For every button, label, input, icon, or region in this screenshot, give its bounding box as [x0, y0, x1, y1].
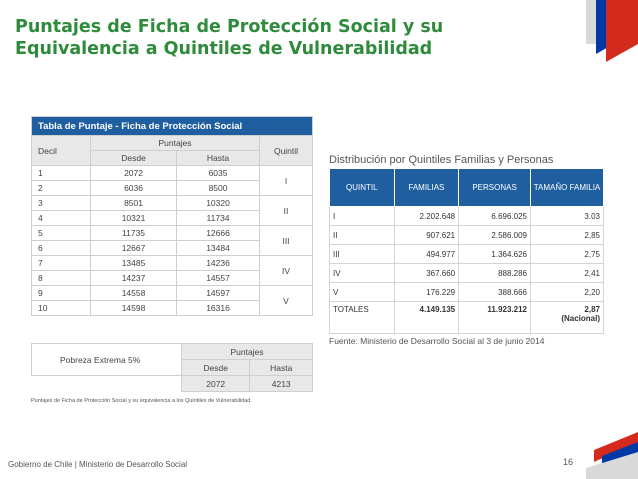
col-tamano-familia: TAMAÑO FAMILIA — [531, 169, 604, 207]
cell-familias: 176.229 — [394, 283, 458, 302]
score-table-header: Tabla de Puntaje - Ficha de Protección Social — [32, 117, 313, 136]
cell-decil: 1 — [32, 166, 91, 181]
total-tamano-value: 2,87 — [584, 305, 600, 314]
cell-total-familias: 4.149.135 — [394, 302, 458, 334]
col-quintil: QUINTIL — [330, 169, 395, 207]
poverty-label: Pobreza Extrema 5% — [32, 344, 182, 376]
col-quintil: Quintil — [260, 136, 313, 166]
table-row — [32, 256, 313, 271]
page-number: 16 — [563, 457, 574, 467]
cell-decil: 3 — [32, 196, 91, 211]
cell-desde: 12667 — [91, 241, 177, 256]
cell-desde: 13485 — [91, 256, 177, 271]
cell-personas: 2.586.009 — [459, 226, 531, 245]
cell-quintil: V — [260, 286, 313, 316]
cell-quintil: IV — [260, 256, 313, 286]
table-row — [330, 264, 604, 283]
poverty-col-puntajes: Puntajes — [182, 344, 313, 360]
slide-title: Puntajes de Ficha de Protección Social y su Equivalencia a Quintiles de Vulnerabilidad — [15, 17, 444, 59]
cell-decil: 8 — [32, 271, 91, 286]
cell-desde: 10321 — [91, 211, 177, 226]
cell-desde: 14237 — [91, 271, 177, 286]
cell-decil: 6 — [32, 241, 91, 256]
table-row — [32, 196, 313, 211]
totals-row — [330, 302, 604, 334]
footer-text: Gobierno de Chile | Ministerio de Desarrollo Social — [8, 460, 188, 469]
cell-decil: 7 — [32, 256, 91, 271]
cell-familias: 907.621 — [394, 226, 458, 245]
cell-desde: 2072 — [91, 166, 177, 181]
table-row — [330, 207, 604, 226]
cell-familias: 494.977 — [394, 245, 458, 264]
total-tamano-note: (Nacional) — [561, 314, 600, 323]
cell-decil: 4 — [32, 211, 91, 226]
chile-flag-logo — [578, 0, 638, 68]
cell-hasta: 14236 — [177, 256, 260, 271]
cell-quintil: IV — [330, 264, 395, 283]
cell-desde: 14598 — [91, 301, 177, 316]
cell-desde: 8501 — [91, 196, 177, 211]
poverty-col-hasta: Hasta — [250, 360, 313, 376]
col-personas: PERSONAS — [459, 169, 531, 207]
distribution-table — [329, 168, 604, 334]
cell-hasta: 16316 — [177, 301, 260, 316]
table-row — [32, 286, 313, 301]
chile-flag-footer-logo — [582, 432, 638, 479]
score-table — [31, 116, 313, 316]
cell-personas: 388.666 — [459, 283, 531, 302]
col-desde: Desde — [91, 151, 177, 166]
cell-personas: 1.364.626 — [459, 245, 531, 264]
cell-quintil: II — [330, 226, 395, 245]
cell-totales-label: TOTALES — [330, 302, 395, 334]
cell-quintil: III — [260, 226, 313, 256]
cell-hasta: 6035 — [177, 166, 260, 181]
cell-familias: 367.660 — [394, 264, 458, 283]
table-caption: Puntajes de Ficha de Protección Social y su equivalencia a los Quintiles de Vulnerabilidad. — [31, 398, 252, 404]
cell-tamano: 2,20 — [531, 283, 604, 302]
cell-personas: 6.696.025 — [459, 207, 531, 226]
cell-tamano: 2,75 — [531, 245, 604, 264]
cell-hasta: 10320 — [177, 196, 260, 211]
cell-hasta: 13484 — [177, 241, 260, 256]
cell-tamano: 3.03 — [531, 207, 604, 226]
cell-hasta: 14557 — [177, 271, 260, 286]
cell-total-personas: 11.923.212 — [459, 302, 531, 334]
cell-personas: 888.286 — [459, 264, 531, 283]
cell-decil: 9 — [32, 286, 91, 301]
poverty-table — [31, 343, 313, 392]
cell-hasta: 12666 — [177, 226, 260, 241]
cell-quintil: III — [330, 245, 395, 264]
table-row — [330, 245, 604, 264]
cell-desde: 6036 — [91, 181, 177, 196]
col-familias: FAMILIAS — [394, 169, 458, 207]
cell-desde: 11735 — [91, 226, 177, 241]
cell-quintil: I — [330, 207, 395, 226]
cell-decil: 2 — [32, 181, 91, 196]
poverty-col-desde: Desde — [182, 360, 250, 376]
cell-tamano: 2,41 — [531, 264, 604, 283]
cell-quintil: II — [260, 196, 313, 226]
table-row — [330, 226, 604, 245]
table-row — [32, 166, 313, 181]
cell-decil: 10 — [32, 301, 91, 316]
col-decil: Decil — [32, 136, 91, 166]
poverty-hasta: 4213 — [250, 376, 313, 392]
col-hasta: Hasta — [177, 151, 260, 166]
col-puntajes: Puntajes — [91, 136, 260, 151]
distribution-title: Distribución por Quintiles Familias y Personas — [329, 154, 554, 166]
table-row — [330, 283, 604, 302]
cell-tamano: 2,85 — [531, 226, 604, 245]
table-row — [32, 226, 313, 241]
cell-desde: 14558 — [91, 286, 177, 301]
cell-quintil: I — [260, 166, 313, 196]
cell-total-tamano — [531, 302, 604, 334]
cell-decil: 5 — [32, 226, 91, 241]
cell-quintil: V — [330, 283, 395, 302]
poverty-desde: 2072 — [182, 376, 250, 392]
cell-familias: 2.202.648 — [394, 207, 458, 226]
cell-hasta: 11734 — [177, 211, 260, 226]
cell-hasta: 8500 — [177, 181, 260, 196]
cell-hasta: 14597 — [177, 286, 260, 301]
source-note: Fuente: Ministerio de Desarrollo Social al 3 de junio 2014 — [329, 336, 545, 346]
